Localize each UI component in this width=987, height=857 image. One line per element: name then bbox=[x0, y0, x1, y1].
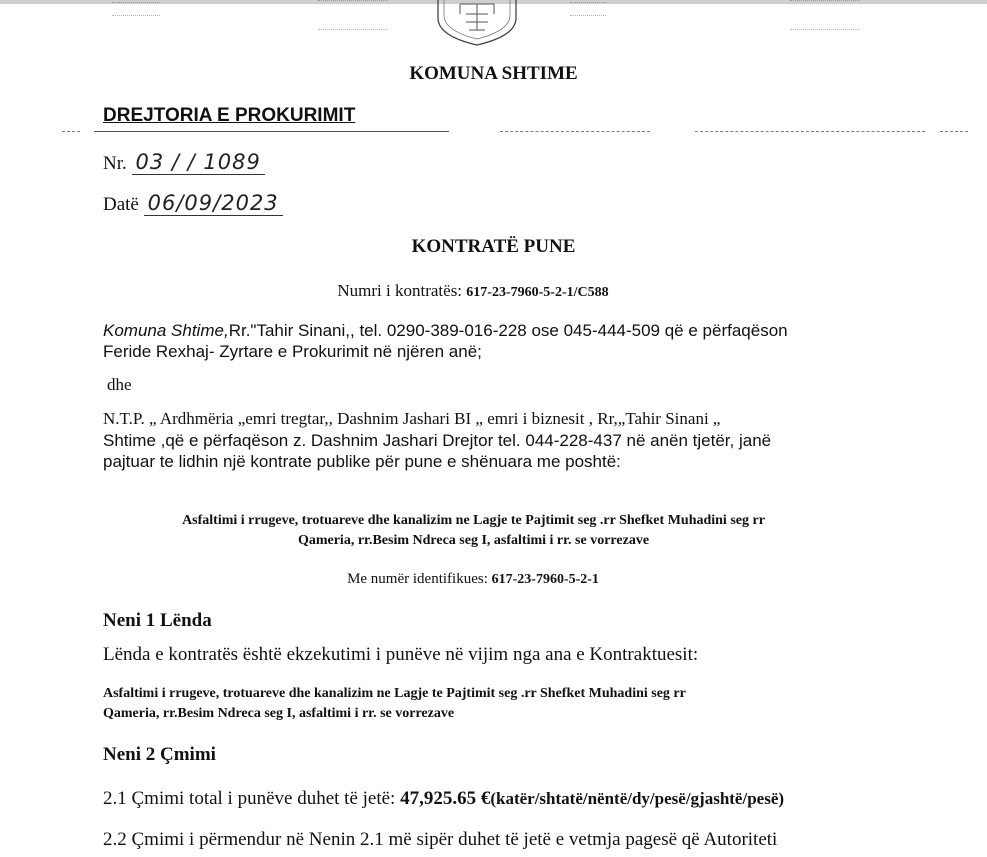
identification-number bbox=[0, 571, 946, 588]
department-heading: DREJTORIA E PROKURIMIT bbox=[103, 105, 356, 126]
coat-of-arms-seal bbox=[436, 0, 518, 46]
party2-line3: pajtuar te lidhin një kontrate publike për pune e shënuara me poshtë: bbox=[103, 452, 621, 471]
scan-line bbox=[940, 131, 968, 132]
article2-heading: Neni 2 Çmimi bbox=[103, 744, 216, 765]
identification-number-label: Me numër identifikues: bbox=[347, 571, 488, 587]
document-date-label: Datë bbox=[103, 194, 139, 215]
municipality-title: KOMUNA SHTIME bbox=[409, 63, 578, 84]
document-date bbox=[103, 191, 283, 216]
article2-paragraph1 bbox=[103, 788, 784, 810]
reference-number-label: Nr. bbox=[103, 153, 127, 174]
scan-line bbox=[695, 131, 925, 132]
subject-line1: Asfaltimi i rrugeve, trotuareve dhe kanalizim ne Lagje te Pajtimit seg .rr Shefket Muhadini seg rr bbox=[182, 513, 765, 528]
article2-paragraph2: 2.2 Çmimi i përmendur në Nenin 2.1 më sipër duhet të jetë e vetmja pagesë që Autoriteti bbox=[103, 829, 778, 850]
party1-line2: Feride Rexhaj- Zyrtare e Prokurimit në njëren anë; bbox=[103, 342, 482, 361]
contract-number-value: 617-23-7960-5-2-1/C588 bbox=[466, 285, 609, 300]
scan-speck bbox=[318, 0, 388, 30]
scan-speck bbox=[112, 2, 160, 16]
subject-line2: Qameria, rr.Besim Ndreca seg I, asfaltimi i rr. se vorrezave bbox=[297, 533, 650, 548]
scan-line bbox=[500, 131, 650, 132]
scan-speck bbox=[570, 2, 606, 16]
party1-address: Rr."Tahir Sinani,, tel. 0290-389-016-228 ose 045-444-509 që e përfaqëson bbox=[228, 321, 788, 340]
total-price-amount: 47,925.65 € bbox=[400, 788, 491, 809]
document-date-value: 06/09/2023 bbox=[144, 191, 283, 216]
identification-number-value: 617-23-7960-5-2-1 bbox=[491, 572, 599, 587]
party1-name: Komuna Shtime, bbox=[103, 321, 229, 340]
total-price-label: 2.1 Çmimi total i punëve duhet të jetë: bbox=[103, 788, 401, 809]
contract-number bbox=[0, 281, 946, 301]
party1-line1 bbox=[103, 321, 788, 341]
article1-text: Lënda e kontratës është ekzekutimi i punëve në vijim nga ana e Kontraktuesit: bbox=[103, 644, 699, 665]
contract-number-label: Numri i kontratës: bbox=[337, 281, 463, 300]
article1-subject-line2: Qameria, rr.Besim Ndreca seg I, asfaltimi i rr. se vorrezave bbox=[103, 706, 455, 721]
contract-title: KONTRATË PUNE bbox=[411, 236, 576, 257]
scan-line bbox=[62, 131, 80, 132]
reference-number-value: 03 / / 1089 bbox=[132, 150, 265, 175]
party2-line2: Shtime ,që e përfaqëson z. Dashnim Jashari Drejtor tel. 044-228-437 në anën tjetër, janë bbox=[103, 431, 772, 450]
total-price-in-words: (katër/shtatë/nëntë/dy/pesë/gjashtë/pesë) bbox=[490, 789, 785, 808]
conjunction-and: dhe bbox=[107, 375, 132, 394]
article1-subject-line1: Asfaltimi i rrugeve, trotuareve dhe kanalizim ne Lagje te Pajtimit seg .rr Shefket Muhadini seg rr bbox=[103, 686, 686, 701]
article1-heading: Neni 1 Lënda bbox=[103, 610, 212, 631]
reference-number bbox=[103, 150, 265, 175]
scan-line bbox=[94, 131, 449, 132]
scan-speck bbox=[790, 0, 860, 30]
party2-line1: N.T.P. „ Ardhmëria „emri tregtar,, Dashnim Jashari BI „ emri i biznesit , Rr,„Tahir Sinani „ bbox=[103, 409, 721, 428]
